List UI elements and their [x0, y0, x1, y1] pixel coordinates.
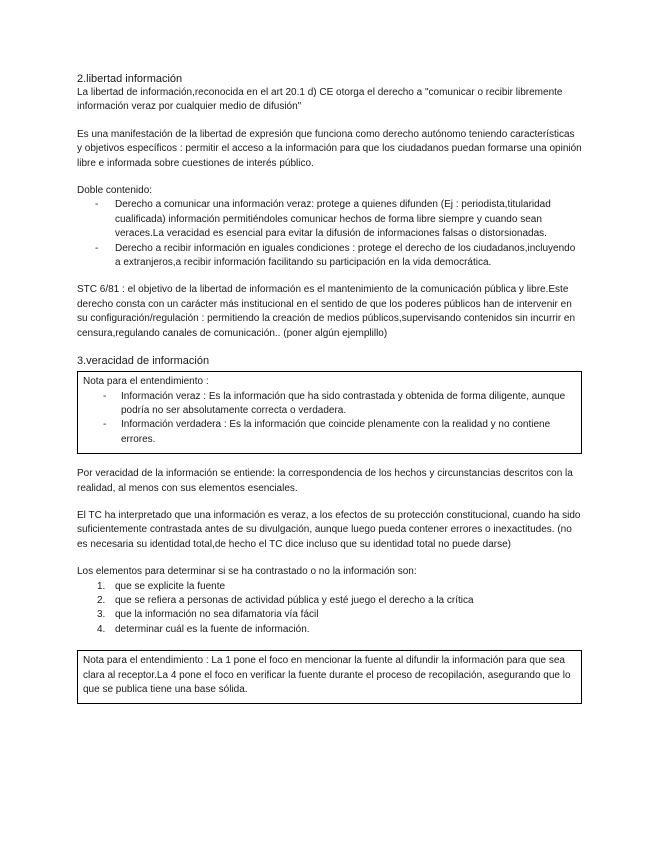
note-box-definitions	[77, 371, 582, 454]
list-item: 4. determinar cuál es la fuente de información.	[97, 623, 310, 635]
note-title: Nota para el entendimiento :	[83, 376, 209, 388]
elements-list	[77, 580, 582, 638]
list-item: - Información veraz : Es la información que ha sido contrastada y obtenida de forma diligente, aunque podría no ser absolutamente correcta o verdadera.	[83, 390, 576, 419]
note-box-sources	[77, 650, 582, 704]
elements-intro: Los elementos para determinar si se ha contrastado o no la información son:	[77, 566, 417, 578]
note-text: Nota para el entendimiento : La 1 pone el foco en mencionar la fuente al difundir la información para que sea clara al receptor.La 4 pone el foco en verificar la fuente durante el proceso de recopilación, asegurando que lo que se publica tiene una base sólida.	[83, 655, 571, 695]
tc-paragraph: El TC ha interpretado que una información es veraz, a los efectos de su protección constitucional, cuando ha sido suficientemente contrastada antes de su divulgación, aunque luego pueda contener errores o inexactitudes. (no es necesaria su identidad total,de hecho el TC dice incluso que su identidad total no puede darse)	[77, 509, 581, 550]
list-item: 3. que la información no sea difamatoria vía fácil	[97, 609, 319, 621]
note-definitions-list	[83, 390, 576, 448]
doble-contenido-list	[77, 198, 582, 270]
manifestation-paragraph: Es una manifestación de la libertad de expresión que funciona como derecho autónomo teniendo características y objetivos específicos : permitir el acceso a la información para que los ciudadanos puedan formarse una opinión libre e informada sobre cuestiones de interés público.	[77, 128, 582, 169]
intro-paragraph: La libertad de información,reconocida en el art 20.1 d) CE otorga el derecho a "comunicar o recibir libremente información veraz por cualquier medio de difusión"	[77, 87, 563, 113]
list-item: - Derecho a recibir información en iguales condiciones : protege el derecho de los ciudadanos,incluyendo a extranjeros,a recibir información facilitando su participación en la vida democrática.	[77, 242, 582, 271]
list-item: 1. que se explicite la fuente	[97, 580, 226, 592]
section-heading-veracidad: 3.veracidad de información	[77, 355, 210, 368]
definition-paragraph: Por veracidad de la información se entiende: la correspondencia de los hechos y circunstancias descritos con la realidad, al menos con sus elementos esenciales.	[77, 468, 573, 494]
section-heading-libertad: 2.libertad información	[77, 73, 183, 85]
list-item: - Información verdadera : Es la información que coincide plenamente con la realidad y no contiene errores.	[83, 418, 576, 447]
stc-paragraph: STC 6/81 : el objetivo de la libertad de información es el mantenimiento de la comunicación pública y libre.Este derecho consta con un carácter más institucional en el sentido de que los poderes públicos han de intervenir en su configuración/regulación : permitiendo la creación de medios públicos,supervisando contenidos sin incurrir en censura,regulando canales de comunicación.. (poner algún ejemplillo)	[77, 284, 576, 339]
list-item: 2. que se refiera a personas de actividad pública y esté juego el derecho a la crítica	[97, 594, 474, 606]
list-item: - Derecho a comunicar una información veraz: protege a quienes difunden (Ej : periodista,titularidad cualificada) información permitiéndoles comunicar hechos de forma libre siempre y cuando sean veraces.La veracidad es esencial para evitar la difusión de informaciones falsas o distorsionadas.	[77, 198, 582, 241]
doble-contenido-label: Doble contenido:	[77, 185, 153, 197]
document-page	[77, 72, 582, 704]
